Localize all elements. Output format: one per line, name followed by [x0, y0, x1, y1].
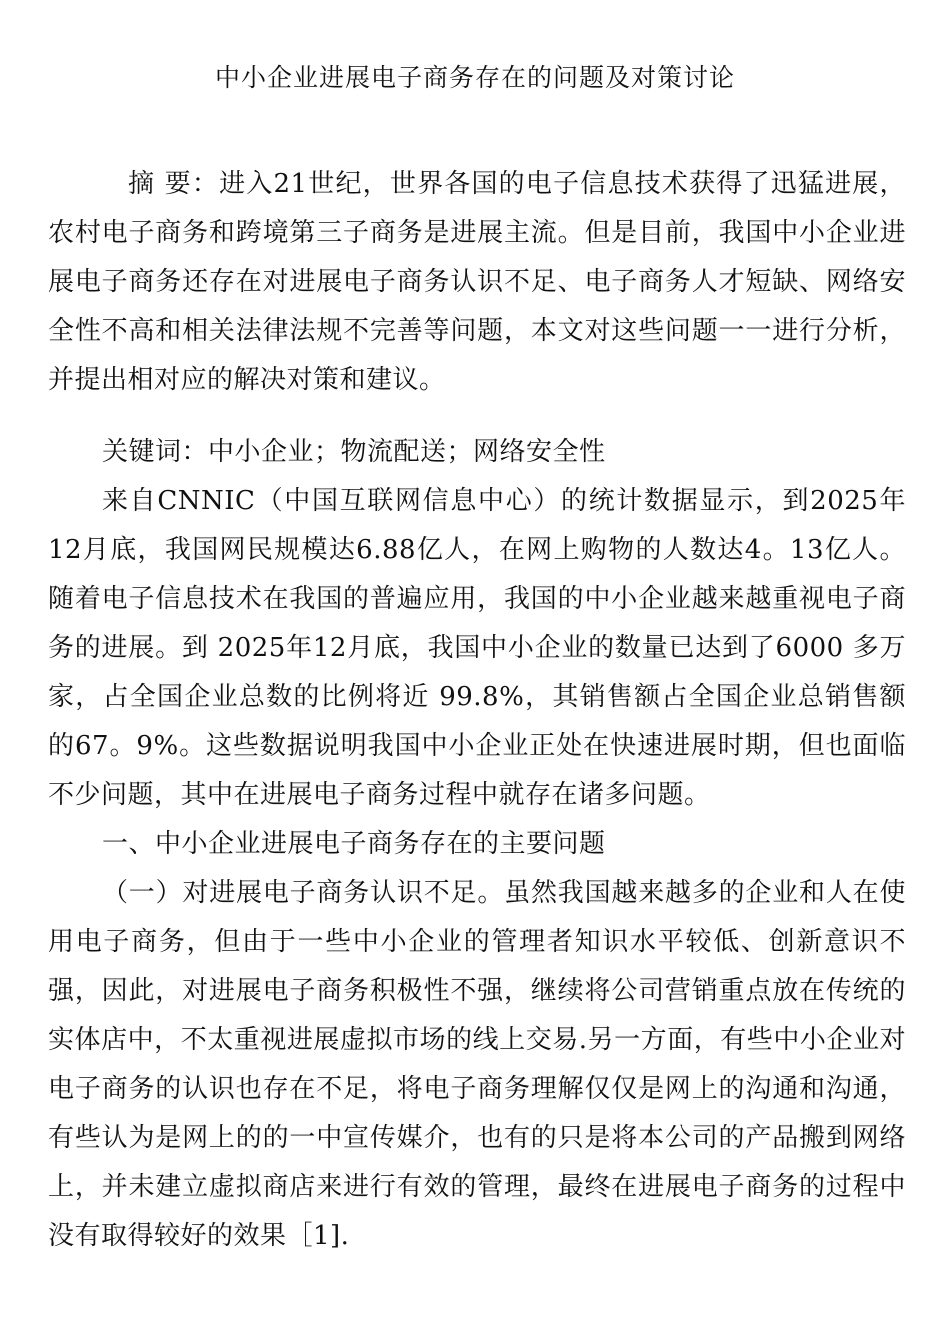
- document-title: 中小企业进展电子商务存在的问题及对策讨论: [214, 63, 735, 92]
- abstract-paragraph: 摘 要：进入21世纪，世界各国的电子信息技术获得了迅猛进展，农村电子商务和跨境第三子商务是进展主流。但是目前，我国中小企业进展电子商务还存在对进展电子商务认识不足、电子商务人才短缺、网络安全性不高和相关法律法规不完善等问题，本文对这些问题一一进行分析，并提出相对应的解决对策和建议。: [48, 169, 906, 395]
- keywords-line: 关键词：中小企业；物流配送；网络安全性: [102, 437, 606, 467]
- section-heading: 一、中小企业进展电子商务存在的主要问题: [102, 829, 606, 859]
- intro-paragraph: 来自CNNIC（中国互联网信息中心）的统计数据显示，到2025年12月底，我国网民规模达6.88亿人，在网上购物的人数达4。13亿人。随着电子信息技术在我国的普遍应用，我国的中小企业越来越重视电子商务的进展。到 2025年12月底，我国中小企业的数量已达到了6000 多万家，占全国企业总数的比例将近 99.8%，其销售额占全国企业总销售额的67。9%。这些数据说明我国中小企业正处在快速进展时期，但也面临不少问题，其中在进展电子商务过程中就存在诸多问题。: [48, 486, 906, 810]
- section-paragraph: （一）对进展电子商务认识不足。虽然我国越来越多的企业和人在使用电子商务，但由于一些中小企业的管理者知识水平较低、创新意识不强，因此，对进展电子商务积极性不强，继续将公司营销重点放在传统的实体店中，不太重视进展虚拟市场的线上交易.另一方面，有些中小企业对电子商务的认识也存在不足，将电子商务理解仅仅是网上的沟通和沟通，有些认为是网上的的一中宣传媒介，也有的只是将本公司的产品搬到网络上，并未建立虚拟商店来进行有效的管理，最终在进展电子商务的过程中没有取得较好的效果［1].: [48, 878, 906, 1251]
